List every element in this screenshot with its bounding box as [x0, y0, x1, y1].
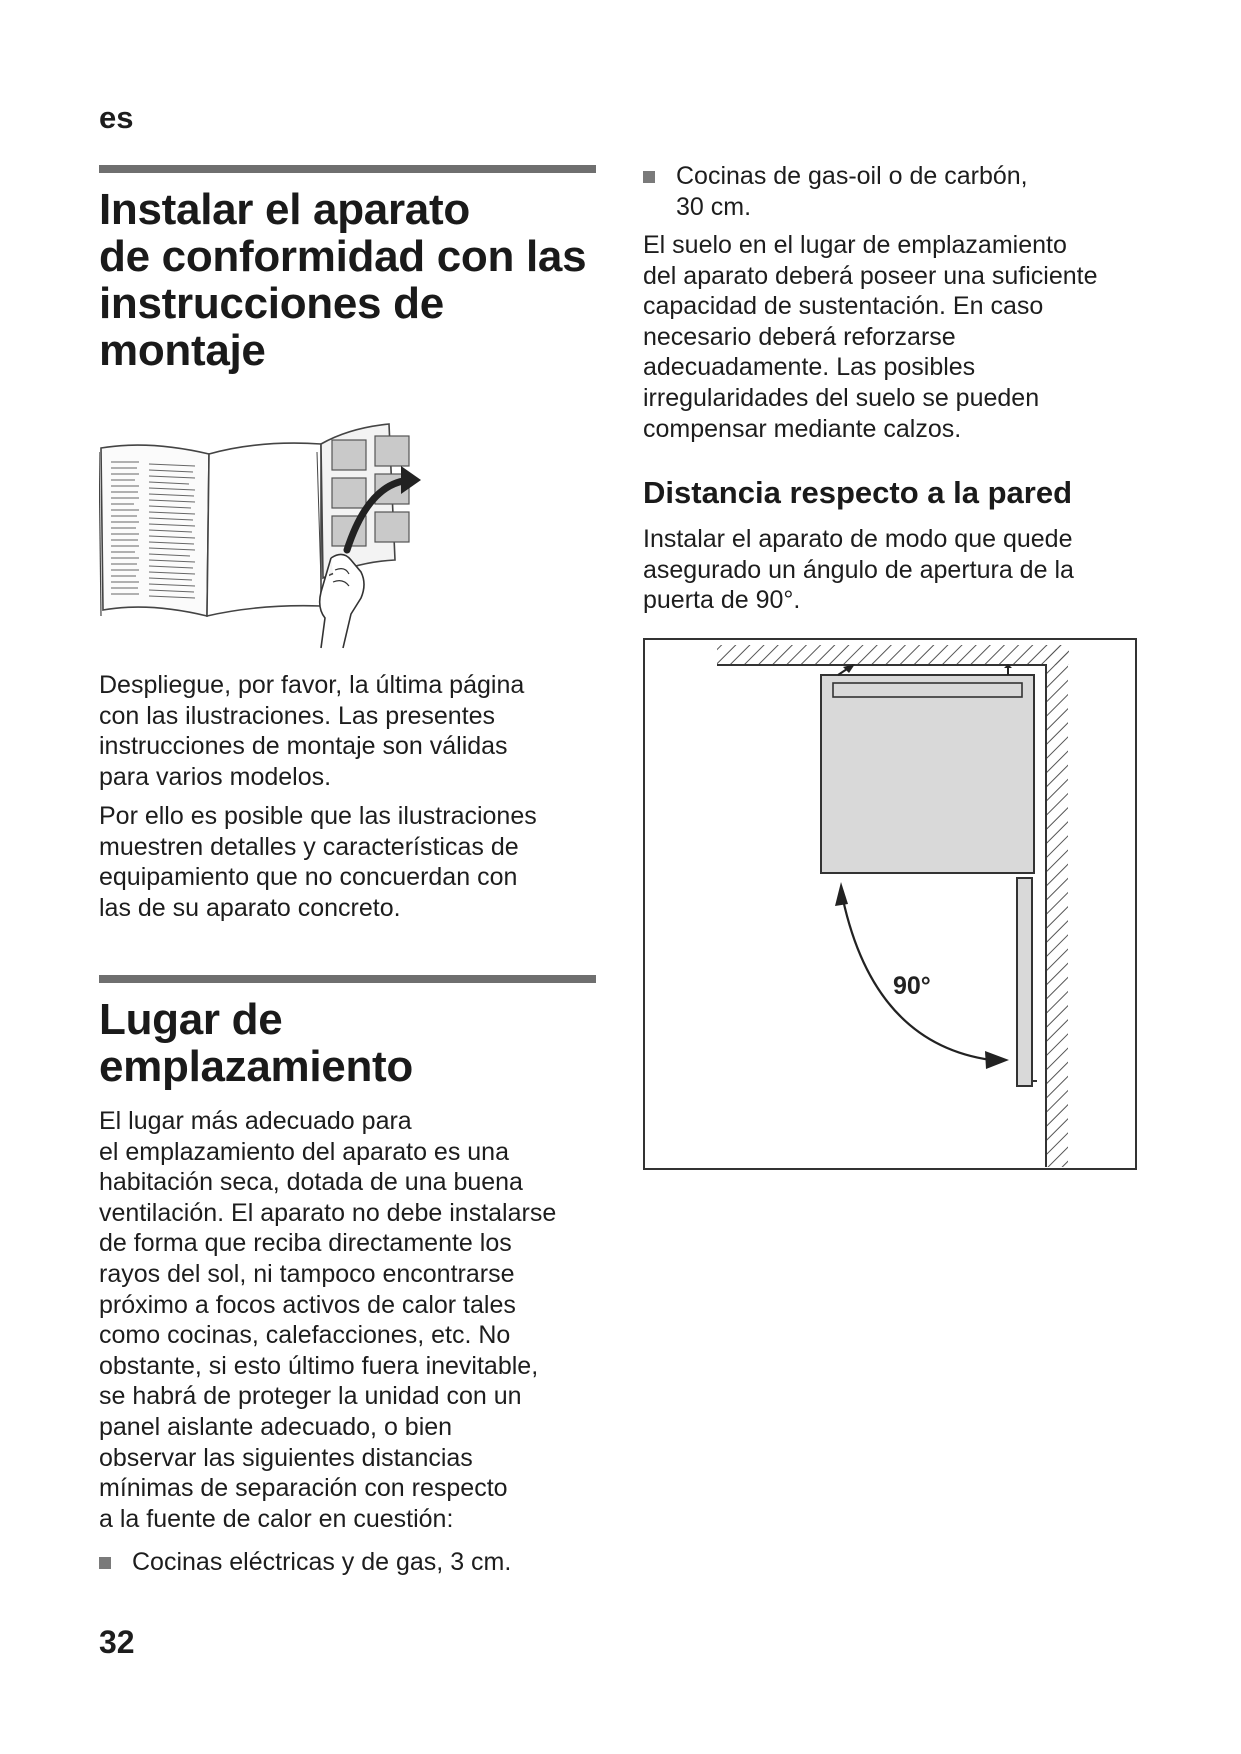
text-line: ventilación. El aparato no debe instalarse [99, 1198, 557, 1227]
opened-door [1017, 878, 1032, 1086]
title-line: Lugar de [99, 995, 283, 1044]
title-line: Instalar el aparato [99, 185, 470, 234]
text-line: obstante, si esto último fuera inevitable, [99, 1351, 539, 1380]
bullet-text: 30 cm. [676, 192, 752, 221]
text-line: de forma que reciba directamente los [99, 1229, 512, 1258]
section-title-location [99, 996, 599, 1090]
text-line: El suelo en el lugar de emplazamiento [643, 231, 1067, 259]
bullet-square-icon [643, 171, 655, 183]
installation-paragraph-2 [99, 801, 599, 923]
text-line: con las ilustraciones. Las presentes [99, 701, 496, 730]
text-line: capacidad de sustentación. En caso [643, 292, 1044, 321]
text-line: para varios modelos. [99, 762, 332, 791]
wall-distance-heading: Distancia respecto a la pared [643, 475, 1073, 510]
bullet-square-icon [99, 1557, 111, 1569]
bullet-text: Cocinas de gas-oil o de carbón, [676, 162, 1028, 190]
location-paragraph [99, 1106, 604, 1534]
text-line: panel aislante adecuado, o bien [99, 1412, 453, 1441]
bullet-gasoil-coal [643, 161, 1163, 222]
title-line: emplazamiento [99, 1042, 413, 1091]
page-number: 32 [99, 1624, 135, 1660]
manual-foldout-illustration [99, 422, 469, 654]
text-line: del aparato deberá poseer una suficiente [643, 261, 1098, 290]
text-line: instrucciones de montaje son válidas [99, 732, 508, 761]
angle-label: 90° [893, 972, 931, 1000]
title-line: de conformidad con las [99, 232, 587, 281]
text-line: irregularidades del suelo se pueden [643, 383, 1040, 412]
text-line: compensar mediante calzos. [643, 414, 962, 443]
text-line: El lugar más adecuado para [99, 1107, 412, 1135]
wall-distance-paragraph [643, 524, 1163, 616]
language-code: es [99, 100, 134, 135]
title-line: instrucciones de [99, 279, 444, 328]
text-line: adecuadamente. Las posibles [643, 353, 976, 382]
text-line: Por ello es posible que las ilustraciones [99, 802, 537, 830]
text-line: rayos del sol, ni tampoco encontrarse [99, 1259, 515, 1288]
text-line: puerta de 90°. [643, 586, 801, 615]
side-wall-hatch [1046, 645, 1068, 1167]
text-line: equipamiento que no concuerdan con [99, 863, 518, 892]
text-line: necesario deberá reforzarse [643, 322, 956, 351]
door-opening-diagram [643, 638, 1137, 1170]
text-line: las de su aparato concreto. [99, 893, 401, 922]
text-line: habitación seca, dotada de una buena [99, 1168, 523, 1197]
text-line: mínimas de separación con respecto [99, 1474, 508, 1503]
text-line: a la fuente de calor en cuestión: [99, 1504, 454, 1533]
section-title-installation [99, 186, 599, 374]
text-line: Despliegue, por favor, la última página [99, 671, 525, 699]
text-line: próximo a focos activos de calor tales [99, 1290, 516, 1319]
text-line: muestren detalles y características de [99, 832, 519, 861]
section-rule-2 [99, 975, 596, 983]
text-line: Instalar el aparato de modo que quede [643, 525, 1073, 553]
text-line: se habrá de proteger la unidad con un [99, 1382, 522, 1411]
text-line: el emplazamiento del aparato es una [99, 1137, 509, 1166]
back-wall-hatch [717, 645, 1069, 665]
bullet-text: Cocinas eléctricas y de gas, 3 cm. [132, 1548, 512, 1576]
text-line: observar las siguientes distancias [99, 1443, 473, 1472]
section-rule-1 [99, 165, 596, 173]
text-line: como cocinas, calefacciones, etc. No [99, 1321, 511, 1350]
bullet-electric-gas [99, 1547, 604, 1578]
installation-paragraph-1 [99, 670, 599, 792]
title-line: montaje [99, 326, 266, 375]
appliance-body [821, 675, 1034, 873]
text-line: asegurado un ángulo de apertura de la [643, 555, 1074, 584]
floor-paragraph [643, 230, 1163, 444]
